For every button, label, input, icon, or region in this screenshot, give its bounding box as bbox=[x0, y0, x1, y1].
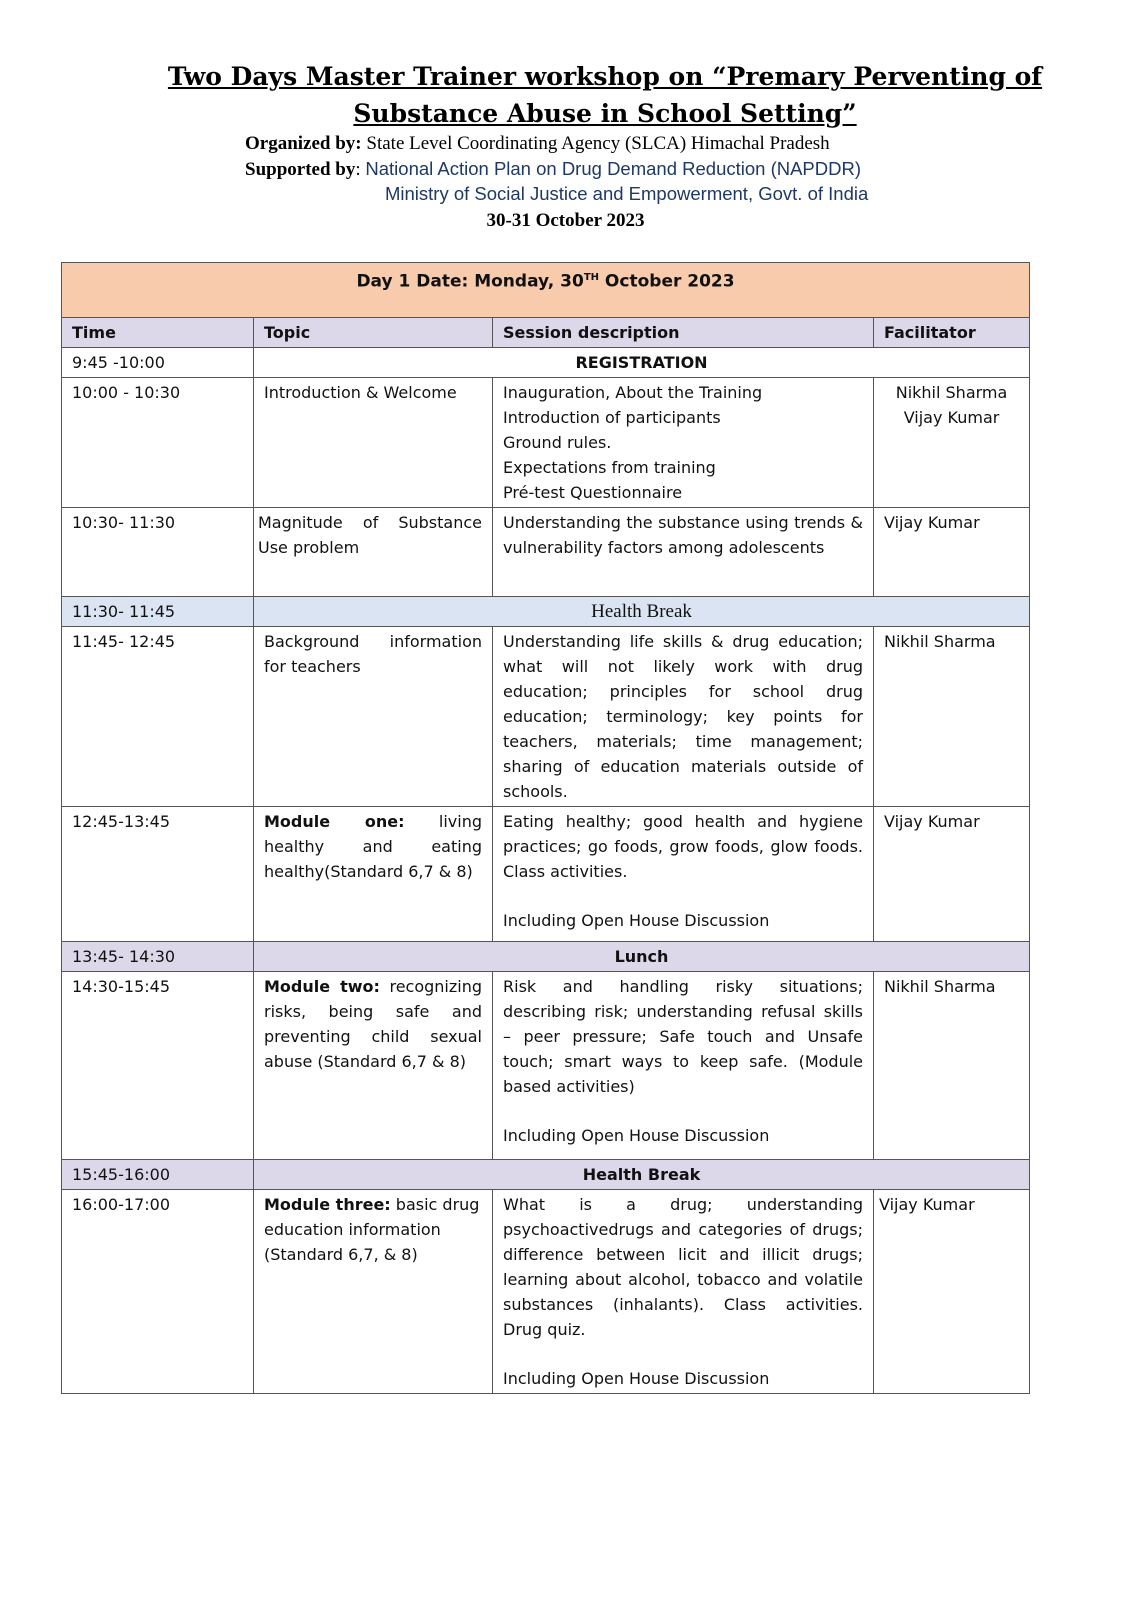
row-time: 11:45- 12:45 bbox=[62, 627, 254, 807]
row-description bbox=[493, 1190, 874, 1394]
description-line: Inauguration, About the Training bbox=[503, 383, 763, 402]
organized-by-label: Organized by: bbox=[245, 133, 362, 154]
table-row bbox=[62, 508, 1030, 597]
health-break-label: Health Break bbox=[254, 1160, 1030, 1190]
col-header-topic: Topic bbox=[254, 318, 493, 348]
lunch-label: Lunch bbox=[254, 942, 1030, 972]
row-facilitator: Vijay Kumar bbox=[874, 508, 1030, 597]
organized-by-value: State Level Coordinating Agency (SLCA) Himachal Pradesh bbox=[366, 133, 830, 154]
description-extra: Including Open House Discussion bbox=[503, 911, 770, 930]
table-row bbox=[62, 1190, 1030, 1394]
table-row bbox=[62, 627, 1030, 807]
row-topic bbox=[254, 972, 493, 1160]
col-header-session-description: Session description bbox=[493, 318, 874, 348]
table-row-break bbox=[62, 597, 1030, 627]
row-time: 9:45 -10:00 bbox=[62, 348, 254, 378]
row-description: Understanding life skills & drug education; what will not likely work with drug education; principles for school drug education; terminology; key points for teachers, materials; time management; sharing of education materials outside of schools. bbox=[493, 627, 874, 807]
row-time: 14:30-15:45 bbox=[62, 972, 254, 1160]
row-description bbox=[493, 972, 874, 1160]
day-header-prefix: Day 1 Date: Monday, 30 bbox=[356, 271, 584, 292]
row-description bbox=[493, 378, 874, 508]
row-topic bbox=[254, 1190, 493, 1394]
module-label: Module one: bbox=[264, 812, 405, 831]
description-extra: Including Open House Discussion bbox=[503, 1369, 770, 1388]
module-topic: basic drug education information (Standard 6,7, & 8) bbox=[264, 1195, 480, 1264]
row-time: 16:00-17:00 bbox=[62, 1190, 254, 1394]
module-label: Module three: bbox=[264, 1195, 391, 1214]
row-description: Understanding the substance using trends & vulnerability factors among adolescents bbox=[493, 508, 874, 597]
organized-by-line bbox=[245, 132, 830, 156]
description-text: Risk and handling risky situations; describing risk; understanding refusal skills – peer pressure; Safe touch and Unsafe touch; smart ways to keep safe. (Module based activities) bbox=[503, 977, 863, 1096]
row-time: 12:45-13:45 bbox=[62, 807, 254, 942]
column-header-row bbox=[62, 318, 1030, 348]
row-facilitator: Nikhil Sharma bbox=[874, 627, 1030, 807]
supported-by-value-line2: Ministry of Social Justice and Empowerment, Govt. of India bbox=[385, 183, 869, 204]
description-line: Ground rules. bbox=[503, 433, 612, 452]
workshop-dates: 30-31 October 2023 bbox=[486, 210, 645, 231]
row-time: 15:45-16:00 bbox=[62, 1160, 254, 1190]
description-text: Eating healthy; good health and hygiene practices; go foods, grow foods, glow foods. Class activities. bbox=[503, 812, 863, 881]
supported-by-label: Supported by bbox=[245, 159, 356, 180]
row-time: 13:45- 14:30 bbox=[62, 942, 254, 972]
facilitator-name: Nikhil Sharma bbox=[895, 383, 1008, 402]
row-time: 11:30- 11:45 bbox=[62, 597, 254, 627]
row-description bbox=[493, 807, 874, 942]
description-extra: Including Open House Discussion bbox=[503, 1126, 770, 1145]
row-facilitator: Vijay Kumar bbox=[874, 807, 1030, 942]
row-time: 10:00 - 10:30 bbox=[62, 378, 254, 508]
supported-by-colon: : bbox=[355, 159, 361, 180]
day-header-sup: TH bbox=[583, 272, 600, 283]
description-line: Expectations from training bbox=[503, 458, 716, 477]
row-facilitator bbox=[874, 378, 1030, 508]
row-topic: Background information for teachers bbox=[254, 627, 493, 807]
health-break-label: Health Break bbox=[254, 597, 1030, 627]
row-time: 10:30- 11:30 bbox=[62, 508, 254, 597]
col-header-facilitator: Facilitator bbox=[874, 318, 1030, 348]
row-facilitator: Nikhil Sharma bbox=[874, 972, 1030, 1160]
registration-label: REGISTRATION bbox=[254, 348, 1030, 378]
row-facilitator: Vijay Kumar bbox=[874, 1190, 1030, 1394]
table-row-break bbox=[62, 1160, 1030, 1190]
table-row bbox=[62, 807, 1030, 942]
table-row bbox=[62, 972, 1030, 1160]
table-row-break bbox=[62, 942, 1030, 972]
table-row-registration bbox=[62, 348, 1030, 378]
day-header bbox=[62, 263, 1030, 318]
row-topic: Introduction & Welcome bbox=[254, 378, 493, 508]
day-header-suffix: October 2023 bbox=[599, 271, 735, 292]
supported-by-value-line1: National Action Plan on Drug Demand Reduction (NAPDDR) bbox=[365, 158, 862, 179]
schedule-table bbox=[61, 262, 1030, 1394]
row-topic bbox=[254, 807, 493, 942]
col-header-time: Time bbox=[62, 318, 254, 348]
document-title: Two Days Master Trainer workshop on “Premary Perventing of Substance Abuse in School Setting” bbox=[167, 62, 1043, 128]
description-line: Pré-test Questionnaire bbox=[503, 483, 683, 502]
description-line: Introduction of participants bbox=[503, 408, 721, 427]
description-text: What is a drug; understanding psychoactivedrugs and categories of drugs; difference between licit and illicit drugs; learning about alcohol, tobacco and volatile substances (inhalants). Class activities. Drug quiz. bbox=[503, 1195, 863, 1339]
module-topic: recognizing risks, being safe and preventing child sexual abuse (Standard 6,7 & 8) bbox=[264, 977, 483, 1071]
table-row bbox=[62, 378, 1030, 508]
supported-by-line bbox=[245, 157, 861, 182]
module-label: Module two: bbox=[264, 977, 380, 996]
module-topic: living healthy and eating healthy(Standard 6,7 & 8) bbox=[264, 812, 483, 881]
row-topic: Magnitude of Substance Use problem bbox=[254, 508, 493, 597]
day-header-row bbox=[62, 263, 1030, 318]
facilitator-name: Vijay Kumar bbox=[903, 408, 1000, 427]
